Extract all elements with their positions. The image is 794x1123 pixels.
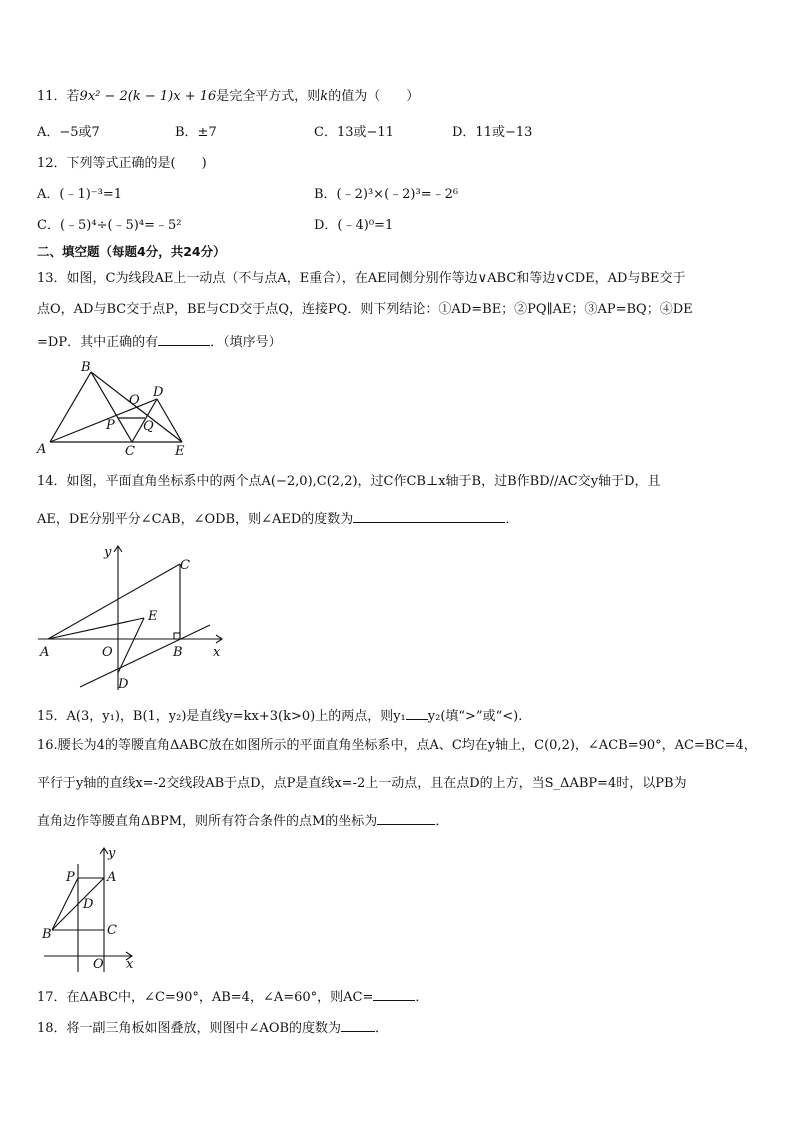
q16-line-2: 平行于y轴的直线x=-2交线段AB于点D，点P是直线x=-2上一动点，且在点D的上方，当S_ΔABP=4时，以PB为 xyxy=(37,776,687,791)
q16-label-y: y xyxy=(108,846,116,861)
q14-answer-blank[interactable] xyxy=(353,509,505,523)
q14-label-e: E xyxy=(148,609,158,624)
q13-line-1: 13．如图，C为线段AE上一动点（不与点A，E重合），在AE同侧分别作等边∨ABC和等边∨CDE，AD与BE交于 xyxy=(37,271,686,286)
q11-expression: 9x² − 2(k − 1)x + 16 xyxy=(79,89,217,104)
q18-answer-blank[interactable] xyxy=(341,1018,375,1032)
q16-line-3b: ． xyxy=(435,814,449,829)
q13-line-3 xyxy=(37,332,282,352)
q13-line-3b: ．（填序号） xyxy=(210,335,282,350)
q13-label-a: A xyxy=(37,442,47,457)
q13-label-c: C xyxy=(125,444,135,459)
q13-label-p: P xyxy=(106,418,115,433)
q17-answer-blank[interactable] xyxy=(373,987,415,1001)
q12-option-a[interactable]: A．(﹣1)⁻³=1 xyxy=(37,187,123,202)
q12-option-c[interactable]: C．(﹣5)⁴÷(﹣5)⁴=﹣5² xyxy=(37,218,182,233)
q11-stem xyxy=(37,88,419,106)
q14-line-2 xyxy=(37,509,518,529)
q11-option-a[interactable]: A．−5或7 xyxy=(37,125,100,140)
q16-figure xyxy=(40,844,140,974)
q18-tail: ． xyxy=(375,1021,389,1036)
q11-option-b[interactable]: B．±7 xyxy=(175,125,217,140)
q16-label-x: x xyxy=(126,957,134,972)
q14-label-c: C xyxy=(180,558,190,573)
q14-label-b: B xyxy=(173,645,183,660)
q17-text: 17．在ΔABC中，∠C=90°，AB=4，∠A=60°，则AC= xyxy=(37,990,374,1005)
q16-label-a: A xyxy=(107,870,117,885)
q16-label-d: D xyxy=(83,897,94,912)
q14-label-x: x xyxy=(213,645,221,660)
q14-line-1: 14．如图，平面直角坐标系中的两个点A(−2,0),C(2,2)，过C作CB⊥x轴于B，过B作BD//AC交y轴于D，且 xyxy=(37,474,661,489)
q11-mid: 是完全平方式，则 xyxy=(216,89,321,104)
q14-line-2b: ． xyxy=(505,512,519,527)
q11-tail: 的值为（ ） xyxy=(328,89,420,104)
q16-label-b: B xyxy=(42,927,52,942)
q13-label-q: Q xyxy=(143,419,154,434)
q15-line xyxy=(37,706,522,726)
q16-label-c: C xyxy=(107,923,117,938)
q13-line-2: 点O，AD与BC交于点P，BE与CD交于点Q，连接PQ．则下列结论：①AD=BE；②PQ∥AE；③AP=BQ；④DE xyxy=(37,302,693,317)
q14-label-a: A xyxy=(40,645,50,660)
q14-label-y: y xyxy=(104,545,112,560)
q11-var: k xyxy=(320,89,329,104)
q13-label-o: O xyxy=(129,393,140,408)
q11-number: 11．若 xyxy=(37,89,80,104)
q14-label-d: D xyxy=(118,677,129,692)
q17-tail: ． xyxy=(415,990,429,1005)
section-title-fill-blank: 二、填空题（每题4分，共24分） xyxy=(37,244,226,259)
q16-line-3a: 直角边作等腰直角ΔBPM，则所有符合条件的点M的坐标为 xyxy=(37,814,378,829)
q16-line-3 xyxy=(37,811,448,831)
q11-option-d[interactable]: D．11或−13 xyxy=(452,125,533,140)
q15-text: 15．A(3，y₁)，B(1，y₂)是直线y=kx+3(k>0)上的两点，则y₁ xyxy=(37,709,406,724)
q16-label-o: O xyxy=(93,957,104,972)
q15-tail: y₂(填“>”或“<). xyxy=(427,709,523,724)
q13-label-e: E xyxy=(175,444,185,459)
q14-figure xyxy=(30,540,235,695)
q16-answer-blank[interactable] xyxy=(377,811,435,825)
q15-answer-blank[interactable] xyxy=(406,706,428,720)
q16-label-p: P xyxy=(66,870,75,885)
q13-line-3a: =DP．其中正确的有 xyxy=(37,335,159,350)
q12-option-b[interactable]: B．(﹣2)³×(﹣2)³=﹣2⁶ xyxy=(314,187,459,202)
q13-figure xyxy=(35,358,195,458)
q17-line xyxy=(37,987,428,1007)
q14-line-2a: AE，DE分别平分∠CAB，∠ODB，则∠AED的度数为 xyxy=(37,512,354,527)
q13-label-d: D xyxy=(153,385,164,400)
q13-label-b: B xyxy=(81,360,91,375)
q18-line xyxy=(37,1018,388,1038)
q11-option-c[interactable]: C．13或−11 xyxy=(314,125,394,140)
q18-text: 18．将一副三角板如图叠放，则图中∠AOB的度数为 xyxy=(37,1021,342,1036)
q14-label-o: O xyxy=(102,645,113,660)
q12-option-d[interactable]: D．(﹣4)⁰=1 xyxy=(314,218,394,233)
q16-line-1: 16.腰长为4的等腰直角ΔABC放在如图所示的平面直角坐标系中，点A、C均在y轴上，C(0,2)，∠ACB=90°，AC=BC=4， xyxy=(37,738,757,753)
q13-answer-blank[interactable] xyxy=(158,332,210,346)
q12-stem: 12．下列等式正确的是( ) xyxy=(37,156,207,171)
